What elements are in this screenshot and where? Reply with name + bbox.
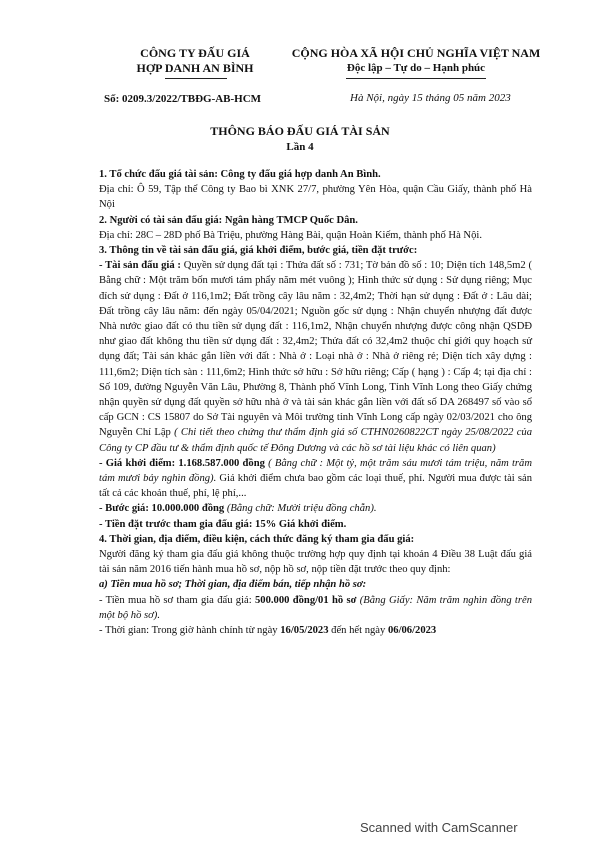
company-header: [110, 46, 280, 76]
company-underline: [165, 78, 227, 79]
deposit-line: - Tiền đặt trước tham gia đấu giá: 15% Giá khởi điểm.: [99, 518, 347, 530]
time-prefix: - Thời gian: Trong giờ hành chính từ ngày: [99, 625, 278, 637]
company-name-line2: HỢP DANH AN BÌNH: [136, 61, 254, 75]
price-step-paragraph: [99, 501, 532, 516]
section4-heading: 4. Thời gian, địa điểm, điều kiện, cách thức đăng ký tham gia đấu giá:: [99, 533, 415, 545]
section1-heading: 1. Tổ chức đấu giá tài sản: Công ty đấu giá hợp danh An Bình.: [99, 169, 381, 180]
national-motto-line2: Độc lập – Tự do – Hạnh phúc: [346, 62, 486, 74]
section2-address: Địa chỉ: 28C – 28D phố Bà Triệu, phường Hàng Bài, quận Hoàn Kiếm, thành phố Hà Nội.: [99, 229, 482, 241]
scanner-watermark: Scanned with CamScanner: [360, 820, 518, 835]
document-subtitle: Lần 4: [286, 141, 314, 153]
asset-label: - Tài sản đấu giá :: [99, 260, 181, 272]
time-to-date: 06/06/2023: [387, 625, 437, 637]
document-number: Số: 0209.3/2022/TBĐG-AB-HCM: [104, 93, 262, 105]
document-date: Hà Nội, ngày 15 tháng 05 năm 2023: [350, 92, 511, 104]
time-paragraph: [99, 623, 532, 638]
dossier-fee-amount: 500.000 đồng/01 hồ sơ: [255, 594, 357, 606]
motto-underline: [346, 78, 486, 79]
dossier-fee-prefix: - Tiền mua hồ sơ tham gia đấu giá:: [99, 594, 252, 606]
section2-heading: 2. Người có tài sản đấu giá: Ngân hàng TMCP Quốc Dân.: [99, 214, 358, 226]
company-name-line1: CÔNG TY ĐẤU GIÁ: [140, 46, 250, 60]
starting-price-words: ( Bằng chữ : Một tỷ, một trăm sáu mươi tám triệu, năm trăm tám mươi bảy nghìn đồng).: [99, 457, 532, 485]
dossier-fee-words: (Bằng Giấy: Năm trăm nghìn đồng trên một bộ hồ sơ).: [99, 594, 532, 621]
starting-price-note: Giá khởi điểm chưa bao gồm các loại thuế, phí. Người mua được tài sản tất cả các khoản thuế, phí, lệ phí,...: [99, 473, 532, 500]
national-motto-line1: CỘNG HÒA XÃ HỘI CHỦ NGHĨA VIỆT NAM: [291, 46, 541, 60]
dossier-fee-paragraph: [99, 593, 532, 623]
asset-note: ( Chi tiết theo chứng thư thẩm định giá số CTHN0260822CT ngày 25/08/2022 của Công ty CP đầu tư & thẩm định quốc tế Đông Dương và các hồ sơ tài liệu khác có liên quan): [99, 427, 532, 454]
starting-price-label: - Giá khởi điểm: 1.168.587.000 đồng: [99, 457, 265, 469]
document-title: THÔNG BÁO ĐẤU GIÁ TÀI SẢN: [210, 124, 390, 138]
asset-paragraph: [99, 258, 532, 456]
time-from-date: 16/05/2023: [280, 625, 329, 637]
section4-sub-a: a) Tiền mua hồ sơ; Thời gian, địa điểm bán, tiếp nhận hồ sơ:: [99, 579, 367, 591]
section3-heading: 3. Thông tin về tài sản đấu giá, giá khởi điểm, bước giá, tiền đặt trước:: [99, 245, 418, 257]
price-step-words: (Bằng chữ: Mười triệu đồng chẵn).: [226, 503, 377, 515]
national-header: [282, 46, 550, 76]
section4-intro: Người đăng ký tham gia đấu giá không thuộc trường hợp quy định tại khoản 4 Điều 38 Luật đấu giá tài sản năm 2016 tiến hành mua hồ sơ, nộp hồ sơ, nộp tiền đặt trước theo quy định:: [99, 549, 532, 576]
starting-price-paragraph: [99, 456, 532, 502]
time-middle: đến hết ngày: [331, 625, 386, 637]
document-body: [99, 167, 532, 638]
price-step-label: - Bước giá: 10.000.000 đồng: [99, 503, 225, 515]
section1-address: Địa chỉ: Ô 59, Tập thể Công ty Bao bì XNK 27/7, phường Yên Hòa, quận Cầu Giấy, thành phố Hà Nội: [99, 184, 532, 211]
asset-description: Quyền sử dụng đất tại : Thửa đất số : 731; Tờ bản đồ số : 10; Diện tích 148,5m2 ( Bằng chữ : Một trăm bốn mươi tám phẩy năm mét vuông ); Hình thức sử dụng : Sử dụng riêng; Mục đích sử dụng : Đất ở 116,1m2; Đất trồng cây lâu năm : 32,4m2; Thời hạn sử dụng : Đất ở : Lâu dài; Đất trồng cây lâu năm: đến ngày 05/04/2021; Nguồn gốc sử dụng : Nhận chuyển nhượng đất được Nhà nước giao đất có thu tiền sử dụng đất : 116,1m2, Nhận chuyển nhượng được công nhận QSDĐ như giao đất không thu tiền sử dụng đất : 32,4m2; Thửa đất có 32,4m2 thuộc chỉ giới quy hoạch sử dụng đất; Tài sản khác gắn liền với đất : Nhà ở : Loại nhà ở : Nhà ở riêng rẻ; Diện tích xây dựng : 111,6m2; Diện tích sàn : 111,6m2; Hình thức sở hữu : Sở hữu riêng; Cấp ( hạng ) : Cấp 4; tại địa chỉ : Số 109, đường Nguyễn Văn Lâu, Phường 8, Thành phố Vĩnh Long, Tỉnh Vĩnh Long theo Giấy chứng nhận quyền sử dụng đất quyền sở hữu nhà ở và tài sản khác gắn liền với đất số DA 268497 số vào sổ cấp GCN : CS 15807 do Sở Tài nguyên và Môi trường tỉnh Vĩnh Long cấp ngày 02/03/2021 cho ông Nguyễn Chí Lập: [99, 260, 532, 439]
